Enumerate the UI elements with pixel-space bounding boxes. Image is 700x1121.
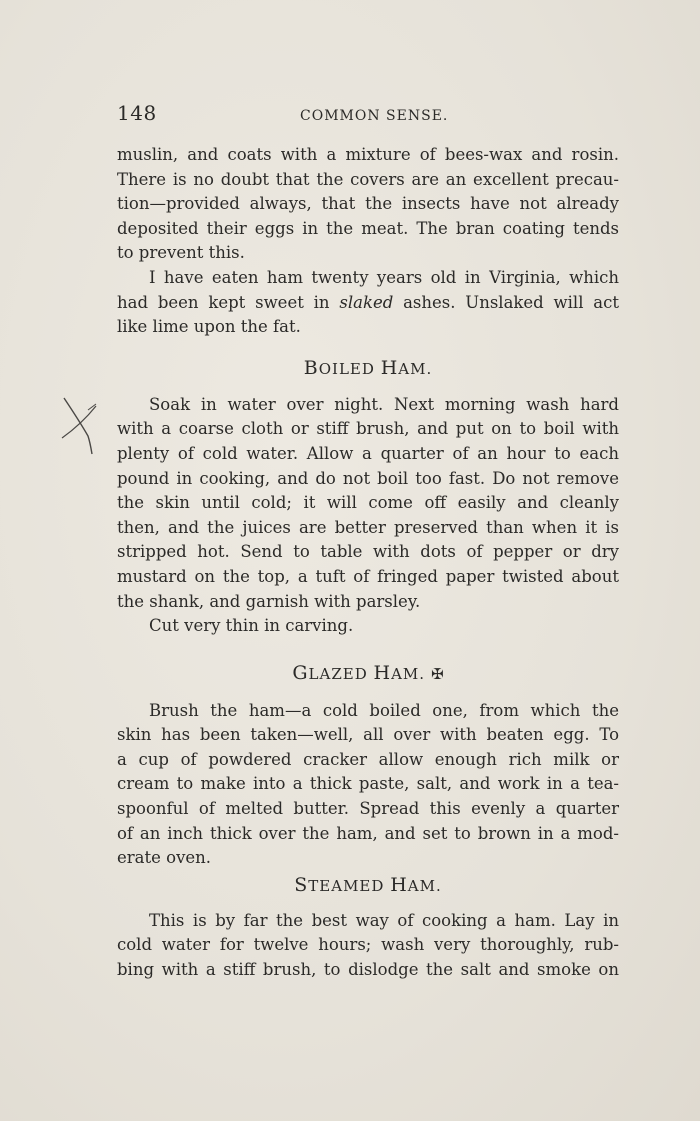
text-line: There is no doubt that the covers are an excellent precau- (117, 169, 619, 189)
running-title: COMMON SENSE. (300, 108, 449, 124)
text-line: had been kept sweet in slaked ashes. Unslaked will act (117, 292, 619, 312)
text-line: erate oven. (117, 848, 212, 868)
text-line: muslin, and coats with a mixture of bees-wax and rosin. (117, 145, 619, 164)
text-line: cold water for twelve hours; wash very thoroughly, rub- (117, 935, 619, 955)
text-line: pound in cooking, and do not boil too fast. Do not remove (117, 468, 619, 488)
text-line: like lime upon the fat. (117, 317, 301, 337)
section-heading-glazed-ham: GLAZED HAM. ✠ (292, 661, 444, 684)
text-line: then, and the juices are better preserved than when it is (117, 517, 619, 537)
text-line: to prevent this. (117, 243, 245, 263)
body-text (117, 143, 619, 983)
section-heading-boiled-ham: BOILED HAM. (303, 356, 433, 379)
text-line: Brush the ham—a cold boiled one, from which the (149, 700, 619, 720)
text-line: spoonful of melted butter. Spread this evenly a quarter (117, 799, 619, 819)
text-line: stripped hot. Send to table with dots of pepper or dry (117, 542, 619, 562)
handwritten-cross-mark (58, 396, 102, 458)
maltese-cross-icon: ✠ (431, 664, 444, 683)
text-line: a cup of powdered cracker allow enough rich milk or (117, 749, 619, 769)
text-line: plenty of cold water. Allow a quarter of an hour to each (117, 443, 619, 463)
page-number: 148 (117, 101, 157, 125)
text-line: with a coarse cloth or stiff brush, and put on to boil with (117, 419, 619, 439)
text-line: Cut very thin in carving. (149, 616, 354, 636)
text-line: bing with a stiff brush, to dislodge the salt and smoke on (117, 960, 619, 980)
text-line: the shank, and garnish with parsley. (117, 591, 421, 611)
text-line: deposited their eggs in the meat. The bran coating tends (117, 218, 619, 238)
text-line: cream to make into a thick paste, salt, and work in a tea- (117, 774, 619, 794)
text-line: This is by far the best way of cooking a ham. Lay in (149, 910, 619, 930)
text-line: the skin until cold; it will come off easily and cleanly (117, 493, 619, 513)
text-line: skin has been taken—well, all over with beaten egg. To (117, 725, 619, 745)
text-line: of an inch thick over the ham, and set to brown in a mod- (117, 823, 619, 843)
text-line: I have eaten ham twenty years old in Virginia, which (149, 267, 619, 287)
section-heading-steamed-ham: STEAMED HAM. (294, 873, 442, 896)
text-line: mustard on the top, a tuft of fringed paper twisted about (117, 566, 619, 586)
italic-word: slaked (339, 292, 394, 312)
running-head (117, 101, 617, 129)
text-line: Soak in water over night. Next morning wash hard (149, 394, 619, 414)
text-line: tion—provided always, that the insects have not already (117, 194, 619, 214)
